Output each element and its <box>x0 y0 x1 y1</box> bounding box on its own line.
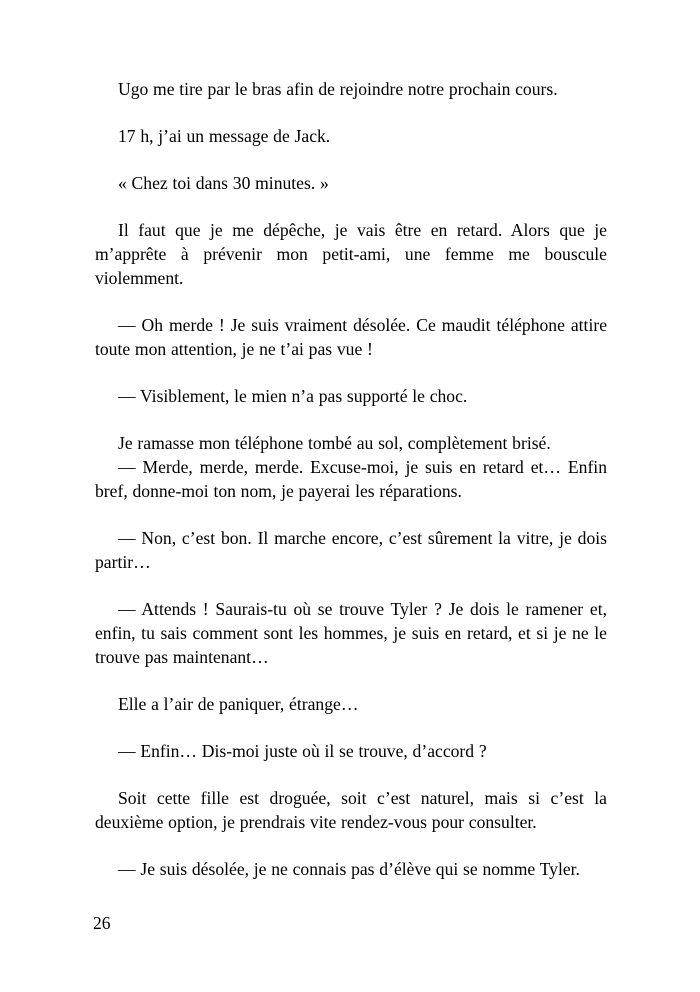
paragraph: Je ramasse mon téléphone tombé au sol, complètement brisé. <box>118 433 551 453</box>
paragraph: 17 h, j’ai un message de Jack. <box>118 126 331 146</box>
paragraph: Ugo me tire par le bras afin de rejoindre notre prochain cours. <box>118 79 558 99</box>
paragraph: — Enfin… Dis-moi juste où il se trouve, d’accord ? <box>118 741 487 761</box>
page-text <box>95 77 607 904</box>
paragraph: Il faut que je me dépêche, je vais être en retard. Alors que je m’apprête à prévenir mon petit-ami, une femme me bouscule violemment. <box>95 220 607 288</box>
paragraph: — Oh merde ! Je suis vraiment désolée. Ce maudit téléphone attire toute mon attention, je ne t’ai pas vue ! <box>95 315 607 359</box>
paragraph: — Merde, merde, merde. Excuse-moi, je suis en retard et… Enfin bref, donne-moi ton nom, je payerai les réparations. <box>95 457 607 501</box>
paragraph: — Visiblement, le mien n’a pas supporté le choc. <box>118 386 468 406</box>
page-number: 26 <box>93 913 111 933</box>
paragraph: — Attends ! Saurais-tu où se trouve Tyler ? Je dois le ramener et, enfin, tu sais comment sont les hommes, je suis en retard, et si je ne le trouve pas maintenant… <box>95 599 607 667</box>
paragraph: — Je suis désolée, je ne connais pas d’élève qui se nomme Tyler. <box>118 859 580 879</box>
paragraph: Soit cette fille est droguée, soit c’est naturel, mais si c’est la deuxième option, je prendrais vite rendez-vous pour consulter. <box>95 788 607 832</box>
paragraph: « Chez toi dans 30 minutes. » <box>118 173 329 193</box>
paragraph: — Non, c’est bon. Il marche encore, c’est sûrement la vitre, je dois partir… <box>95 528 607 572</box>
paragraph: Elle a l’air de paniquer, étrange… <box>118 694 359 714</box>
